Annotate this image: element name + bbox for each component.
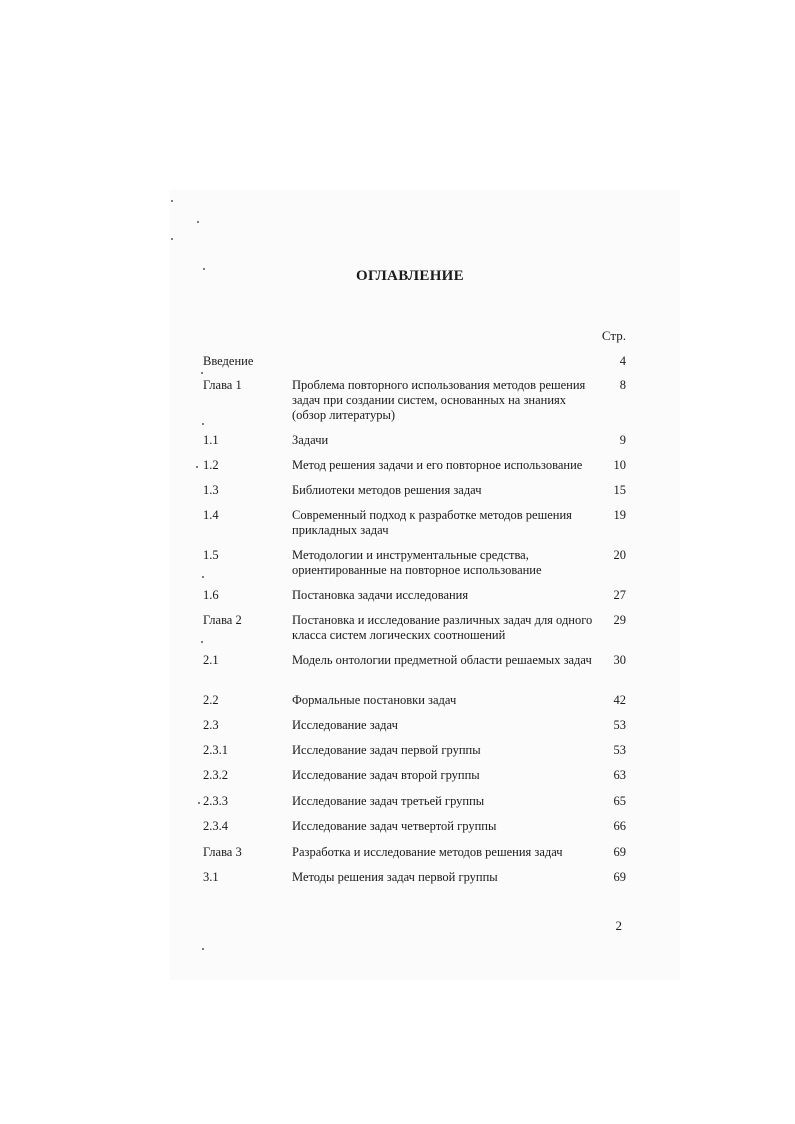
toc-entry-title: Задачи <box>292 433 329 447</box>
toc-entry-title: Постановка задачи исследования <box>292 588 469 602</box>
scan-speck <box>203 268 205 270</box>
page-title: ОГЛАВЛЕНИЕ <box>356 268 464 284</box>
toc-entry-number: 2.1 <box>203 653 219 667</box>
toc-entry-number: 2.3.1 <box>203 743 228 757</box>
toc-entry-number: 1.6 <box>203 588 219 602</box>
toc-entry-title: Исследование задач второй группы <box>292 768 480 782</box>
toc-entry-page: 19 <box>613 508 626 522</box>
toc-entry-page: 30 <box>613 653 626 667</box>
toc-entry-page: 53 <box>613 743 626 757</box>
toc-entry-number: 2.3 <box>203 718 219 732</box>
toc-entry-page: 63 <box>613 768 626 782</box>
scan-speck <box>201 372 203 374</box>
toc-entry-title: Методы решения задач первой группы <box>292 870 498 884</box>
toc-entry-page: 27 <box>613 588 626 602</box>
toc-entry-title: Формальные постановки задач <box>292 693 457 707</box>
toc-entry-title: Проблема повторного использования методов решения задач при создании систем, основанных на знаниях (обзор литературы) <box>292 378 586 422</box>
page-number: 2 <box>615 918 622 933</box>
toc-entry-number: Глава 3 <box>203 845 242 859</box>
toc-entry-title: Исследование задач первой группы <box>292 743 481 757</box>
toc-entry-title: Модель онтологии предметной области решаемых задач <box>292 653 592 667</box>
toc-entry-number: 2.3.4 <box>203 819 228 833</box>
scan-speck <box>202 576 204 578</box>
toc-entry-number: 3.1 <box>203 870 219 884</box>
toc-entry-page: 20 <box>613 548 626 562</box>
scan-speck <box>202 423 204 425</box>
toc-entry-page: 15 <box>613 483 626 497</box>
toc-entry-page: 53 <box>613 718 626 732</box>
scan-speck <box>171 200 173 202</box>
toc-entry-title: Исследование задач <box>292 718 398 732</box>
toc-entry-title: Метод решения задачи и его повторное использование <box>292 458 583 472</box>
toc-entry-page: 66 <box>613 819 626 833</box>
toc-entry-page: 69 <box>613 870 626 884</box>
toc-entry-title: Постановка и исследование различных задач для одного класса систем логических соотношений <box>292 613 593 642</box>
toc-entry-title: Современный подход к разработке методов решения прикладных задач <box>292 508 572 537</box>
toc-entry-page: 8 <box>619 378 626 392</box>
toc-entry-page: 4 <box>619 354 626 368</box>
scan-speck <box>196 466 198 468</box>
toc-entry-title: Исследование задач третьей группы <box>292 794 485 808</box>
scan-speck <box>197 221 199 223</box>
scan-speck <box>171 238 173 240</box>
toc-entry-page: 65 <box>613 794 626 808</box>
toc-entry-number: 1.4 <box>203 508 219 522</box>
toc-entry-number: 2.3.3 <box>203 794 228 808</box>
toc-entry-number: 1.2 <box>203 458 219 472</box>
toc-entry-page: 29 <box>613 613 626 627</box>
toc-entry-title: Разработка и исследование методов решения задач <box>292 845 563 859</box>
toc-entry-number: 2.2 <box>203 693 219 707</box>
toc-entry-page: 10 <box>613 458 626 472</box>
toc-entry-number: Глава 2 <box>203 613 242 627</box>
toc-entry-page: 42 <box>613 693 626 707</box>
toc-entry-page: 69 <box>613 845 626 859</box>
scan-speck <box>201 641 203 643</box>
toc-entry-number: 2.3.2 <box>203 768 228 782</box>
scanned-page <box>170 190 680 980</box>
toc-entry-number: 1.1 <box>203 433 219 447</box>
toc-entry-page: 9 <box>619 433 626 447</box>
toc-entry-number: 1.3 <box>203 483 219 497</box>
scan-speck <box>198 802 200 804</box>
scan-speck <box>202 948 204 950</box>
toc-entry-title: Библиотеки методов решения задач <box>292 483 482 497</box>
toc-entry-number: Введение <box>203 354 254 368</box>
toc-entry-number: 1.5 <box>203 548 219 562</box>
page-column-label: Стр. <box>601 328 626 343</box>
toc-entry-title: Исследование задач четвертой группы <box>292 819 497 833</box>
toc-entry-title: Методологии и инструментальные средства, ориентированные на повторное использование <box>292 548 542 577</box>
toc-entry-number: Глава 1 <box>203 378 242 392</box>
